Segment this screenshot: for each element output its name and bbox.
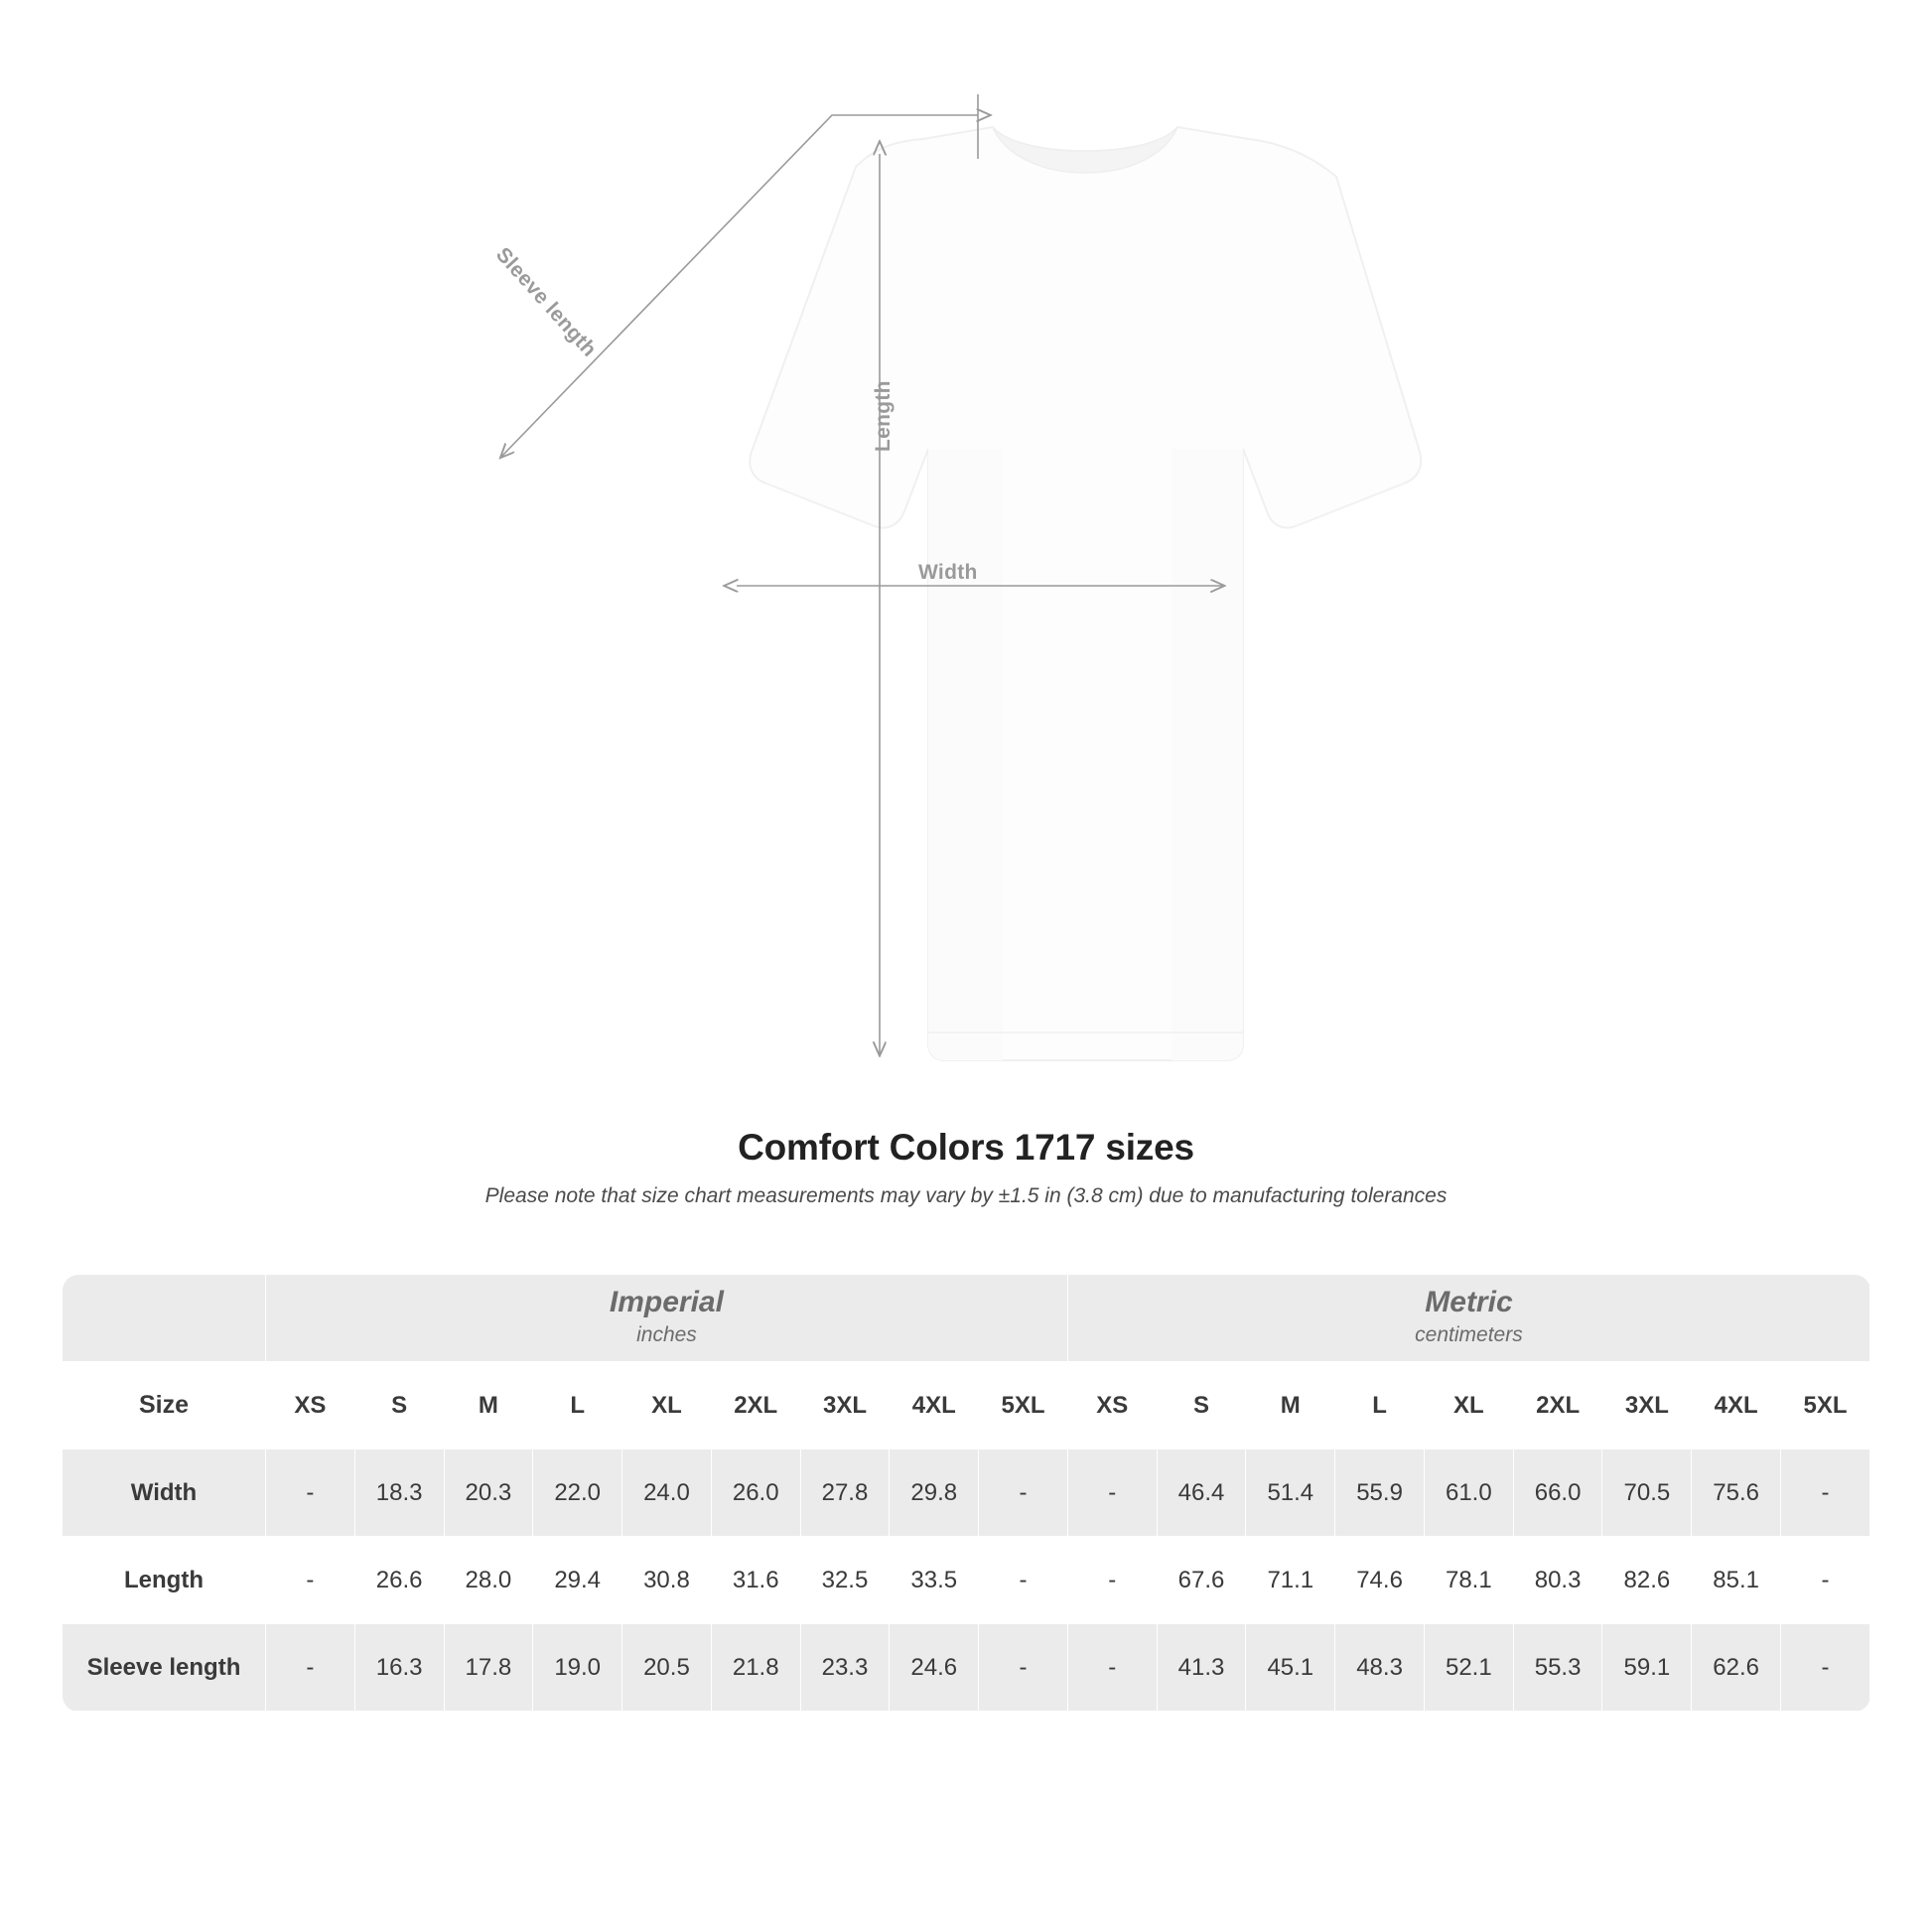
table-cell: 59.1 xyxy=(1602,1624,1692,1712)
table-cell: 30.8 xyxy=(622,1537,712,1624)
table-cell: 28.0 xyxy=(444,1537,533,1624)
table-cell: 27.8 xyxy=(800,1449,890,1537)
table-cell: 18.3 xyxy=(354,1449,444,1537)
table-cell: 61.0 xyxy=(1424,1449,1513,1537)
size-header-cell: XL xyxy=(1424,1362,1513,1449)
table-cell: 75.6 xyxy=(1692,1449,1781,1537)
table-cell: 62.6 xyxy=(1692,1624,1781,1712)
size-header-label: Size xyxy=(63,1362,266,1449)
size-header-cell: L xyxy=(1335,1362,1425,1449)
tshirt-shape xyxy=(750,127,1421,1060)
unit-imperial-sub: inches xyxy=(636,1323,697,1346)
table-cell: 70.5 xyxy=(1602,1449,1692,1537)
sleeve-length-label: Sleeve length xyxy=(490,243,602,361)
table-cell: 24.6 xyxy=(890,1624,979,1712)
table-cell: 22.0 xyxy=(533,1449,622,1537)
table-cell: - xyxy=(266,1449,355,1537)
table-cell: 85.1 xyxy=(1692,1537,1781,1624)
table-cell: 71.1 xyxy=(1246,1537,1335,1624)
size-header-cell: 5XL xyxy=(1781,1362,1870,1449)
table-cell: 16.3 xyxy=(354,1624,444,1712)
unit-header-imperial xyxy=(266,1275,1068,1362)
size-header-row xyxy=(63,1362,1870,1449)
width-label: Width xyxy=(918,561,978,584)
size-header-cell: S xyxy=(354,1362,444,1449)
size-header-cell: L xyxy=(533,1362,622,1449)
table-cell: - xyxy=(1067,1624,1157,1712)
table-cell: 31.6 xyxy=(711,1537,800,1624)
row-label: Length xyxy=(63,1537,266,1624)
unit-header-metric xyxy=(1067,1275,1869,1362)
table-cell: 67.6 xyxy=(1157,1537,1246,1624)
table-cell: 20.3 xyxy=(444,1449,533,1537)
table-cell: - xyxy=(266,1537,355,1624)
table-cell: 29.4 xyxy=(533,1537,622,1624)
row-label: Width xyxy=(63,1449,266,1537)
table-cell: 82.6 xyxy=(1602,1537,1692,1624)
size-header-cell: 5XL xyxy=(979,1362,1068,1449)
table-cell: 24.0 xyxy=(622,1449,712,1537)
size-header-cell: 2XL xyxy=(1513,1362,1602,1449)
table-row xyxy=(63,1624,1870,1712)
table-cell: 23.3 xyxy=(800,1624,890,1712)
table-cell: 46.4 xyxy=(1157,1449,1246,1537)
table-cell: - xyxy=(1067,1449,1157,1537)
table-cell: 45.1 xyxy=(1246,1624,1335,1712)
size-chart-table-wrapper xyxy=(62,1274,1870,1712)
table-cell: 55.3 xyxy=(1513,1624,1602,1712)
table-cell: 48.3 xyxy=(1335,1624,1425,1712)
size-header-cell: 4XL xyxy=(1692,1362,1781,1449)
table-cell: 26.0 xyxy=(711,1449,800,1537)
unit-metric-name: Metric xyxy=(1425,1285,1513,1318)
table-cell: 55.9 xyxy=(1335,1449,1425,1537)
table-cell: 41.3 xyxy=(1157,1624,1246,1712)
table-cell: - xyxy=(266,1624,355,1712)
row-label: Sleeve length xyxy=(63,1624,266,1712)
table-row xyxy=(63,1537,1870,1624)
table-cell: 78.1 xyxy=(1424,1537,1513,1624)
size-header-cell: M xyxy=(1246,1362,1335,1449)
table-cell: - xyxy=(979,1537,1068,1624)
table-cell: 19.0 xyxy=(533,1624,622,1712)
size-header-cell: S xyxy=(1157,1362,1246,1449)
length-label: Length xyxy=(872,380,895,452)
unit-imperial-name: Imperial xyxy=(609,1285,724,1318)
table-cell: 51.4 xyxy=(1246,1449,1335,1537)
unit-metric-sub: centimeters xyxy=(1415,1323,1523,1346)
page-title: Comfort Colors 1717 sizes xyxy=(738,1127,1194,1168)
size-header-cell: XS xyxy=(1067,1362,1157,1449)
table-cell: - xyxy=(979,1449,1068,1537)
table-cell: 26.6 xyxy=(354,1537,444,1624)
size-header-cell: 2XL xyxy=(711,1362,800,1449)
table-cell: 66.0 xyxy=(1513,1449,1602,1537)
table-cell: - xyxy=(979,1624,1068,1712)
table-cell: 33.5 xyxy=(890,1537,979,1624)
table-cell: 17.8 xyxy=(444,1624,533,1712)
table-cell: 80.3 xyxy=(1513,1537,1602,1624)
table-cell: 29.8 xyxy=(890,1449,979,1537)
size-header-cell: 4XL xyxy=(890,1362,979,1449)
unit-header-spacer xyxy=(63,1275,266,1362)
table-cell: - xyxy=(1781,1624,1870,1712)
table-cell: 21.8 xyxy=(711,1624,800,1712)
table-cell: - xyxy=(1067,1537,1157,1624)
size-header-cell: XS xyxy=(266,1362,355,1449)
table-cell: 20.5 xyxy=(622,1624,712,1712)
table-cell: 52.1 xyxy=(1424,1624,1513,1712)
tolerance-note: Please note that size chart measurements may vary by ±1.5 in (3.8 cm) due to manufacturing tolerances xyxy=(484,1184,1448,1207)
size-chart-table xyxy=(62,1274,1870,1712)
size-header-cell: XL xyxy=(622,1362,712,1449)
unit-header-row xyxy=(63,1275,1870,1362)
size-header-cell: 3XL xyxy=(800,1362,890,1449)
title-block xyxy=(0,1127,1932,1208)
table-cell: - xyxy=(1781,1449,1870,1537)
size-header-cell: 3XL xyxy=(1602,1362,1692,1449)
table-cell: 32.5 xyxy=(800,1537,890,1624)
table-row xyxy=(63,1449,1870,1537)
table-cell: 74.6 xyxy=(1335,1537,1425,1624)
table-cell: - xyxy=(1781,1537,1870,1624)
size-header-cell: M xyxy=(444,1362,533,1449)
